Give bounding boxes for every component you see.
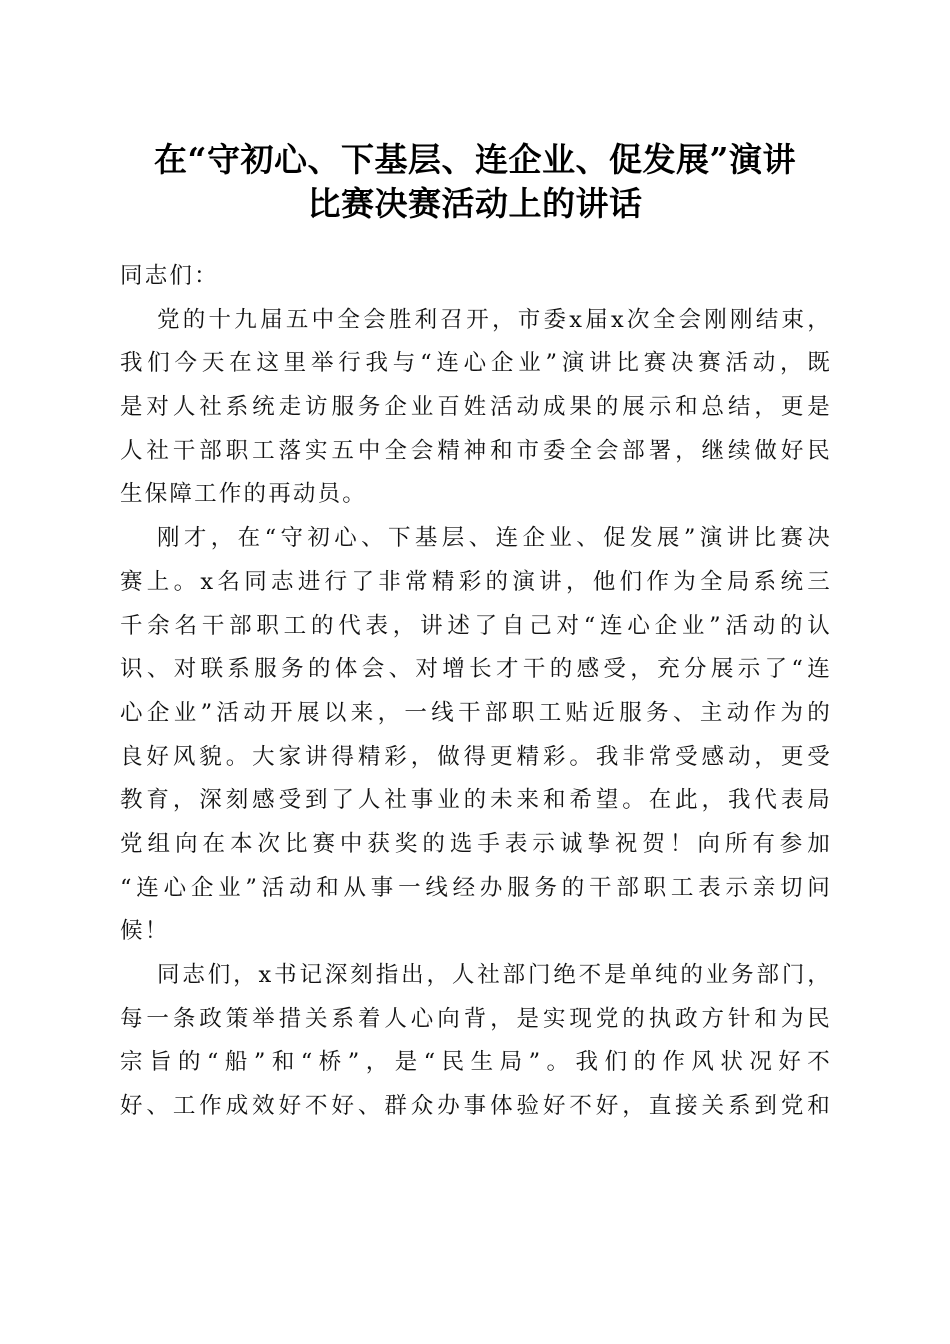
paragraph-line: 人社干部职工落实五中全会精神和市委全会部署，继续做好民 bbox=[120, 437, 832, 464]
paragraph-2 bbox=[120, 517, 832, 954]
paragraph-line: “连心企业”活动和从事一线经办服务的干部职工表示亲切问 bbox=[120, 874, 832, 901]
paragraph-line: 是对人社系统走访服务企业百姓活动成果的展示和总结，更是 bbox=[120, 394, 832, 421]
paragraph-line: 我们今天在这里举行我与“连心企业”演讲比赛决赛活动，既 bbox=[120, 350, 832, 377]
paragraph-line: 良好风貌。大家讲得精彩，做得更精彩。我非常受感动，更受 bbox=[120, 743, 832, 770]
paragraph-line: 好、工作成效好不好、群众办事体验好不好，直接关系到党和 bbox=[120, 1093, 832, 1120]
greeting: 同志们： bbox=[120, 263, 219, 289]
paragraph-line: 赛上。x名同志进行了非常精彩的演讲，他们作为全局系统三 bbox=[120, 568, 832, 595]
document-title bbox=[110, 138, 840, 226]
paragraph-line: 识、对联系服务的体会、对增长才干的感受，充分展示了“连 bbox=[120, 656, 832, 683]
paragraph-line: 候！ bbox=[120, 918, 170, 945]
paragraph-line: 刚才，在“守初心、下基层、连企业、促发展”演讲比赛决 bbox=[157, 525, 832, 552]
paragraph-1 bbox=[120, 299, 832, 517]
title-line-2: 比赛决赛活动上的讲话 bbox=[307, 184, 643, 223]
paragraph-line: 同志们，x书记深刻指出，人社部门绝不是单纯的业务部门， bbox=[157, 962, 832, 988]
paragraph-line: 生保障工作的再动员。 bbox=[120, 481, 368, 508]
paragraph-line: 千余名干部职工的代表，讲述了自己对“连心企业”活动的认 bbox=[120, 612, 832, 639]
paragraph-line: 教育，深刻感受到了人社事业的未来和希望。在此，我代表局 bbox=[120, 787, 832, 814]
paragraph-line: 每一条政策举措关系着人心向背，是实现党的执政方针和为民 bbox=[120, 1005, 832, 1032]
paragraph-line: 党组向在本次比赛中获奖的选手表示诚挚祝贺！向所有参加 bbox=[120, 830, 832, 857]
paragraph-line: 宗旨的“船”和“桥”，是“民生局”。我们的作风状况好不 bbox=[120, 1049, 832, 1076]
paragraph-line: 心企业”活动开展以来，一线干部职工贴近服务、主动作为的 bbox=[120, 699, 832, 726]
document-body bbox=[120, 255, 832, 1129]
paragraph-3 bbox=[120, 954, 832, 1129]
title-line-1: 在“守初心、下基层、连企业、促发展”演讲 bbox=[154, 140, 796, 179]
paragraph-line: 党的十九届五中全会胜利召开，市委x届x次全会刚刚结束， bbox=[157, 306, 832, 333]
